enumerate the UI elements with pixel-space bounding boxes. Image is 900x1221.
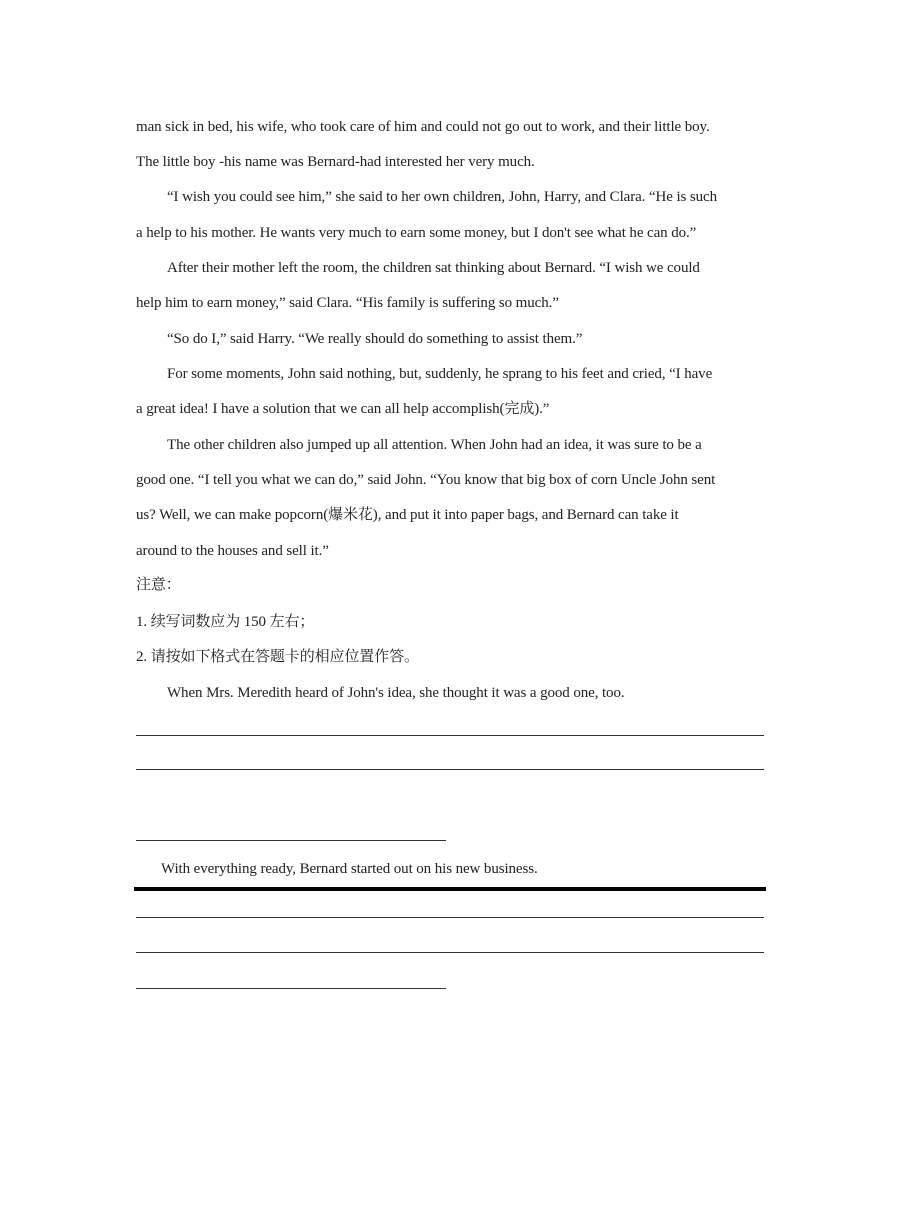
answer-line[interactable] bbox=[136, 735, 764, 736]
story-line: man sick in bed, his wife, who took care of him and could not go out to work, and their little boy. bbox=[136, 119, 710, 135]
story-line: us? Well, we can make popcorn(爆米花), and put it into paper bags, and Bernard can take it bbox=[136, 507, 679, 523]
story-line: For some moments, John said nothing, but, suddenly, he sprang to his feet and cried, “I have bbox=[167, 366, 713, 382]
answer-line[interactable] bbox=[136, 917, 764, 918]
notes-heading: 注意： bbox=[136, 577, 181, 593]
answer-line[interactable] bbox=[136, 769, 764, 770]
story-line: help him to earn money,” said Clara. “His family is suffering so much.” bbox=[136, 295, 559, 311]
story-line: around to the houses and sell it.” bbox=[136, 543, 329, 559]
notes-item: 1. 续写词数应为 150 左右； bbox=[136, 614, 315, 630]
story-line: The little boy -his name was Bernard-had interested her very much. bbox=[136, 154, 535, 170]
notes-item: 2. 请按如下格式在答题卡的相应位置作答。 bbox=[136, 649, 419, 665]
answer-line[interactable] bbox=[136, 840, 446, 841]
continuation-prompt-1: When Mrs. Meredith heard of John's idea, she thought it was a good one, too. bbox=[167, 685, 625, 701]
story-line: “So do I,” said Harry. “We really should do something to assist them.” bbox=[167, 331, 583, 347]
answer-line[interactable] bbox=[136, 988, 446, 989]
continuation-prompt-2: With everything ready, Bernard started out on his new business. bbox=[161, 861, 538, 877]
story-line: “I wish you could see him,” she said to her own children, John, Harry, and Clara. “He is such bbox=[167, 189, 718, 205]
story-line: The other children also jumped up all attention. When John had an idea, it was sure to be a bbox=[167, 437, 702, 453]
story-line: After their mother left the room, the children sat thinking about Bernard. “I wish we could bbox=[167, 260, 700, 276]
section-divider bbox=[134, 887, 766, 891]
story-line: a great idea! I have a solution that we can all help accomplish(完成).” bbox=[136, 401, 550, 417]
answer-line[interactable] bbox=[136, 952, 764, 953]
story-line: a help to his mother. He wants very much to earn some money, but I don't see what he can do.” bbox=[136, 225, 697, 241]
story-line: good one. “I tell you what we can do,” said John. “You know that big box of corn Uncle John sent bbox=[136, 472, 716, 488]
